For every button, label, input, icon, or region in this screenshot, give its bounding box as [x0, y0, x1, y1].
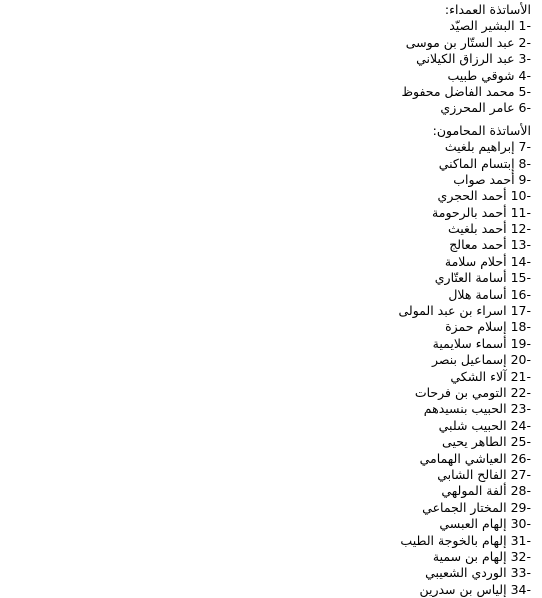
- item-number: 29-: [510, 499, 531, 515]
- item-number: 16-: [510, 286, 531, 302]
- item-number: 15-: [510, 270, 531, 286]
- item-number: 33-: [510, 565, 531, 581]
- list-item: [0, 483, 531, 499]
- item-name: إسلام حمزة: [445, 319, 507, 335]
- item-number: 3-: [518, 51, 531, 67]
- item-name: إلياس بن سدرين: [419, 581, 507, 597]
- section-heading: الأساتذة المحامون:: [432, 122, 531, 138]
- list-item: [0, 139, 531, 155]
- item-name: أسامة هلال: [448, 286, 507, 302]
- item-number: 14-: [510, 253, 531, 269]
- item-name: إسماعيل بنصر: [431, 352, 507, 368]
- list-item: [0, 205, 531, 221]
- item-number: 1-: [518, 18, 531, 34]
- item-name: أحمد معالج: [449, 237, 507, 253]
- item-name: أحمد صواب: [453, 171, 515, 187]
- item-name: الفالح الشابي: [437, 466, 507, 482]
- item-name: أحلام سلامة: [444, 253, 507, 269]
- item-name: محمد الفاضل محفوظ: [401, 83, 515, 99]
- item-number: 21-: [510, 368, 531, 384]
- item-number: 23-: [510, 401, 531, 417]
- item-number: 20-: [510, 352, 531, 368]
- list-item: [0, 352, 531, 368]
- list-item: [0, 188, 531, 204]
- list-item: [0, 582, 531, 598]
- list-item: [0, 516, 531, 532]
- item-name: آلاء الشكي: [450, 368, 507, 384]
- item-name: أحمد بالرحومة: [432, 204, 507, 220]
- item-name: المختار الجماعي: [422, 499, 507, 515]
- list-item: [0, 221, 531, 237]
- item-name: إلهام بالخوجة الطيب: [400, 532, 507, 548]
- item-name: أسامة العتّاري: [434, 270, 507, 286]
- item-name: التومي بن فرحات: [414, 384, 507, 400]
- item-name: إلهام العبسي: [439, 516, 507, 532]
- item-number: 13-: [510, 237, 531, 253]
- item-number: 8-: [518, 155, 531, 171]
- item-number: 18-: [510, 319, 531, 335]
- list-item: [0, 533, 531, 549]
- list-item: [0, 319, 531, 335]
- list-item: [0, 401, 531, 417]
- item-name: أسماء سلايمية: [432, 335, 507, 351]
- item-number: 27-: [510, 466, 531, 482]
- item-name: الوردي الشعيبي: [425, 565, 507, 581]
- item-number: 5-: [518, 83, 531, 99]
- item-name: عامر المحرزي: [440, 100, 515, 116]
- list-item: [0, 549, 531, 565]
- item-number: 10-: [510, 188, 531, 204]
- list-item: [0, 270, 531, 286]
- item-number: 34-: [510, 581, 531, 597]
- list-item: [0, 35, 531, 51]
- name-list: [0, 18, 531, 116]
- item-name: إبتسام الماكني: [438, 155, 515, 171]
- list-item: [0, 336, 531, 352]
- list-item: [0, 156, 531, 172]
- list-item: [0, 84, 531, 100]
- item-name: البشير الصيّد: [449, 18, 515, 34]
- list-item: [0, 434, 531, 450]
- item-number: 31-: [510, 532, 531, 548]
- item-name: إلهام بن سمية: [432, 548, 507, 564]
- list-item: [0, 237, 531, 253]
- list-item: [0, 500, 531, 516]
- item-name: إبراهيم بلغيث: [444, 139, 515, 155]
- item-name: أحمد بلغيث: [447, 221, 507, 237]
- item-number: 25-: [510, 434, 531, 450]
- item-number: 32-: [510, 548, 531, 564]
- list-item: [0, 385, 531, 401]
- item-number: 9-: [518, 171, 531, 187]
- item-name: الحبيب شلبي: [438, 417, 507, 433]
- item-number: 26-: [510, 450, 531, 466]
- item-name: الحبيب بنسيدهم: [423, 401, 507, 417]
- item-name: اسراء بن عبد المولى: [398, 303, 507, 319]
- item-number: 7-: [518, 139, 531, 155]
- list-item: [0, 287, 531, 303]
- list-item: [0, 418, 531, 434]
- item-number: 6-: [518, 100, 531, 116]
- item-number: 2-: [518, 34, 531, 50]
- list-item: [0, 467, 531, 483]
- item-number: 12-: [510, 221, 531, 237]
- item-number: 17-: [510, 303, 531, 319]
- list-item: [0, 565, 531, 581]
- item-name: عبد الرزاق الكيلاني: [416, 51, 515, 67]
- item-name: الطاهر يحيى: [442, 434, 507, 450]
- item-number: 4-: [518, 67, 531, 83]
- name-list: [0, 139, 531, 598]
- list-item: [0, 18, 531, 34]
- list-item: [0, 303, 531, 319]
- section-heading: الأساتذة العمداء:: [444, 2, 531, 17]
- item-name: ألفة المولهي: [441, 483, 507, 499]
- list-item: [0, 68, 531, 84]
- item-name: عبد الستّار بن موسى: [405, 34, 515, 50]
- list-item: [0, 51, 531, 67]
- list-item: [0, 100, 531, 116]
- item-number: 11-: [510, 204, 531, 220]
- item-number: 22-: [510, 384, 531, 400]
- list-item: [0, 451, 531, 467]
- item-number: 24-: [510, 417, 531, 433]
- list-item: [0, 172, 531, 188]
- item-number: 30-: [510, 516, 531, 532]
- item-number: 19-: [510, 335, 531, 351]
- item-name: العياشي الهمامي: [419, 450, 507, 466]
- list-item: [0, 254, 531, 270]
- item-name: شوقي طبيب: [447, 67, 515, 83]
- item-name: أحمد الحجري: [437, 188, 507, 204]
- list-item: [0, 369, 531, 385]
- item-number: 28-: [510, 483, 531, 499]
